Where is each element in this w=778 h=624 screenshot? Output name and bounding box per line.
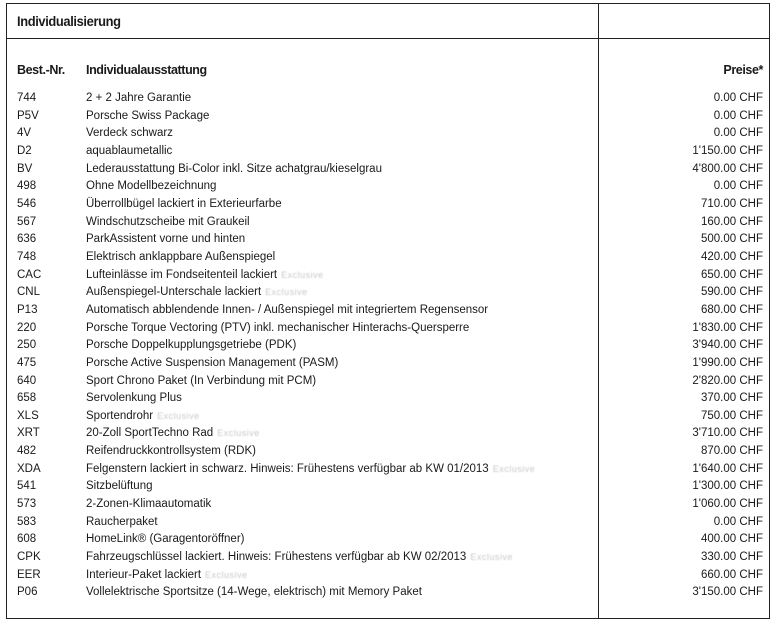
- option-description: [86, 267, 324, 285]
- option-code: 250: [17, 339, 37, 352]
- table-row: [7, 478, 769, 496]
- option-price: 3'710.00 CHF: [692, 427, 763, 440]
- table-row: [7, 90, 769, 108]
- option-description-text: Elektrisch anklappbare Außenspiegel: [86, 250, 276, 263]
- table-row: [7, 302, 769, 320]
- option-price: 650.00 CHF: [700, 268, 763, 281]
- blurred-note: Exclusive: [265, 287, 308, 298]
- option-code: 475: [17, 356, 37, 369]
- option-price: 750.00 CHF: [700, 409, 763, 422]
- option-description: [86, 90, 191, 108]
- table-row: [7, 249, 769, 267]
- option-code: XDA: [17, 462, 41, 475]
- option-description: [86, 496, 211, 514]
- option-description-text: Automatisch abblendende Innen- / Außenspiegel mit integriertem Regensensor: [86, 303, 489, 316]
- option-price: 0.00 CHF: [713, 515, 763, 528]
- option-price: 330.00 CHF: [700, 551, 763, 564]
- option-code: 482: [17, 445, 37, 458]
- option-price: 0.00 CHF: [713, 127, 763, 140]
- option-code: 658: [17, 392, 37, 405]
- table-row: [7, 178, 769, 196]
- table-row: [7, 567, 769, 585]
- table-row: [7, 496, 769, 514]
- document-table: [6, 3, 770, 619]
- option-description: [86, 249, 275, 267]
- option-description-text: Porsche Doppelkupplungsgetriebe (PDK): [86, 339, 297, 352]
- option-price: 0.00 CHF: [713, 109, 763, 122]
- option-price: 3'940.00 CHF: [692, 339, 763, 352]
- option-code: XRT: [17, 427, 40, 440]
- option-code: 608: [17, 533, 37, 546]
- table-row: [7, 373, 769, 391]
- option-code: 748: [17, 250, 37, 263]
- option-description: [86, 284, 308, 302]
- option-price: 1'060.00 CHF: [692, 498, 763, 511]
- option-description: [86, 390, 182, 408]
- option-description: [86, 478, 153, 496]
- option-price: 0.00 CHF: [713, 180, 763, 193]
- option-price: 3'150.00 CHF: [692, 586, 763, 599]
- option-description-text: Porsche Active Suspension Management (PASM): [86, 356, 339, 369]
- column-header-description: Individualausstattung: [86, 63, 207, 77]
- option-description: [86, 125, 173, 143]
- option-description: [86, 178, 216, 196]
- option-description-text: 2 + 2 Jahre Garantie: [86, 92, 192, 104]
- option-code: CPK: [17, 551, 41, 564]
- option-code: 744: [17, 92, 37, 104]
- option-description: [86, 373, 316, 391]
- option-description-text: Sitzbelüftung: [86, 480, 153, 493]
- option-description-text: HomeLink® (Garagentoröffner): [86, 533, 245, 546]
- table-row: [7, 390, 769, 408]
- option-description-text: Servolenkung Plus: [86, 392, 182, 405]
- option-description: [86, 143, 172, 161]
- option-price: 1'640.00 CHF: [692, 462, 763, 475]
- option-price: 1'150.00 CHF: [692, 144, 763, 157]
- option-code: 640: [17, 374, 37, 387]
- option-description: [86, 108, 209, 126]
- table-row: [7, 231, 769, 249]
- option-description: [86, 302, 488, 320]
- option-description: [86, 443, 256, 461]
- option-description: [86, 425, 260, 443]
- option-description: [86, 549, 513, 567]
- table-row: [7, 143, 769, 161]
- table-row: [7, 161, 769, 179]
- option-description: [86, 320, 469, 338]
- option-price: 420.00 CHF: [700, 250, 763, 263]
- table-row: [7, 549, 769, 567]
- blurred-note: Exclusive: [157, 410, 200, 421]
- table-row: [7, 337, 769, 355]
- blurred-note: Exclusive: [205, 569, 248, 580]
- option-description: [86, 567, 248, 585]
- blurred-note: Exclusive: [281, 269, 324, 280]
- option-description: [86, 514, 158, 532]
- option-description-text: Lufteinlässe im Fondseitenteil lackiert: [86, 268, 278, 281]
- blurred-note: Exclusive: [217, 428, 260, 439]
- option-description: [86, 231, 245, 249]
- option-price: 500.00 CHF: [700, 233, 763, 246]
- option-code: 498: [17, 180, 37, 193]
- option-description-text: Verdeck schwarz: [86, 127, 173, 140]
- table-row: [7, 108, 769, 126]
- table-row: [7, 355, 769, 373]
- section-title: Individualisierung: [17, 13, 121, 29]
- option-price: 0.00 CHF: [713, 92, 763, 104]
- option-code: CAC: [17, 268, 42, 281]
- option-code: P5V: [17, 109, 39, 122]
- option-price: 590.00 CHF: [700, 286, 763, 299]
- table-row: [7, 267, 769, 285]
- section-header: [7, 4, 769, 39]
- option-price: 160.00 CHF: [700, 215, 763, 228]
- option-description-text: Felgenstern lackiert in schwarz. Hinweis: Frühestens verfügbar ab KW 01/2013: [86, 462, 489, 475]
- option-price: 2'820.00 CHF: [692, 374, 763, 387]
- blurred-note: Exclusive: [470, 552, 513, 563]
- option-code: EER: [17, 568, 41, 581]
- option-description-text: Windschutzscheibe mit Graukeil: [86, 215, 250, 228]
- table-row: [7, 531, 769, 549]
- option-code: D2: [17, 144, 32, 157]
- option-price: 1'830.00 CHF: [692, 321, 763, 334]
- table-row: [7, 214, 769, 232]
- option-code: BV: [17, 162, 33, 175]
- option-description: [86, 214, 250, 232]
- table-row: [7, 443, 769, 461]
- option-code: 541: [17, 480, 37, 493]
- option-code: P13: [17, 303, 38, 316]
- option-description-text: Lederausstattung Bi-Color inkl. Sitze achatgrau/kieselgrau: [86, 162, 382, 175]
- table-row: [7, 125, 769, 143]
- option-code: P06: [17, 586, 38, 599]
- option-code: 4V: [17, 127, 32, 140]
- option-description-text: Reifendruckkontrollsystem (RDK): [86, 445, 256, 458]
- table-row: [7, 584, 769, 602]
- table-row: [7, 408, 769, 426]
- option-code: 567: [17, 215, 37, 228]
- option-description: [86, 355, 338, 373]
- option-code: 546: [17, 197, 37, 210]
- table-row: [7, 425, 769, 443]
- option-price: 400.00 CHF: [700, 533, 763, 546]
- option-description-text: 20-Zoll SportTechno Rad: [86, 427, 214, 440]
- table-row: [7, 461, 769, 479]
- option-description: [86, 196, 282, 214]
- option-description-text: Außenspiegel-Unterschale lackiert: [86, 286, 262, 299]
- option-description-text: Sportendrohr: [86, 409, 154, 422]
- option-description-text: Raucherpaket: [86, 515, 158, 528]
- column-header-price: Preise*: [723, 63, 763, 77]
- option-description-text: ParkAssistent vorne und hinten: [86, 233, 246, 246]
- option-price: 660.00 CHF: [700, 568, 763, 581]
- option-code: 573: [17, 498, 37, 511]
- table-row: [7, 196, 769, 214]
- option-code: 636: [17, 233, 37, 246]
- option-price: 680.00 CHF: [700, 303, 763, 316]
- option-code: 220: [17, 321, 37, 334]
- option-description-text: Vollelektrische Sportsitze (14-Wege, elektrisch) mit Memory Paket: [86, 586, 422, 599]
- option-description-text: 2-Zonen-Klimaautomatik: [86, 498, 212, 511]
- option-price: 4'800.00 CHF: [692, 162, 763, 175]
- option-description-text: Ohne Modellbezeichnung: [86, 180, 217, 193]
- option-code: 583: [17, 515, 37, 528]
- option-price: 370.00 CHF: [700, 392, 763, 405]
- option-code: CNL: [17, 286, 41, 299]
- option-description-text: Fahrzeugschlüssel lackiert. Hinweis: Frühestens verfügbar ab KW 02/2013: [86, 551, 467, 564]
- table-row: [7, 284, 769, 302]
- option-price: 1'300.00 CHF: [692, 480, 763, 493]
- table-row: [7, 320, 769, 338]
- table-row: [7, 514, 769, 532]
- option-list: [7, 90, 769, 602]
- option-description: [86, 161, 382, 179]
- option-description-text: Porsche Swiss Package: [86, 109, 210, 122]
- option-description: [86, 461, 535, 479]
- option-description-text: Porsche Torque Vectoring (PTV) inkl. mechanischer Hinterachs-Quersperre: [86, 321, 470, 334]
- option-description: [86, 584, 422, 602]
- option-description-text: Interieur-Paket lackiert: [86, 568, 202, 581]
- option-price: 710.00 CHF: [700, 197, 763, 210]
- option-description-text: Überrollbügel lackiert in Exterieurfarbe: [86, 197, 282, 210]
- option-description: [86, 531, 244, 549]
- option-price: 1'990.00 CHF: [692, 356, 763, 369]
- blurred-note: Exclusive: [492, 463, 536, 474]
- column-header-nr: Best.-Nr.: [17, 63, 65, 77]
- option-description: [86, 408, 200, 426]
- option-description-text: Sport Chrono Paket (In Verbindung mit PCM): [86, 374, 317, 387]
- option-price: 870.00 CHF: [700, 445, 763, 458]
- option-description: [86, 337, 296, 355]
- option-description-text: aquablaumetallic: [86, 144, 173, 157]
- option-code: XLS: [17, 409, 39, 422]
